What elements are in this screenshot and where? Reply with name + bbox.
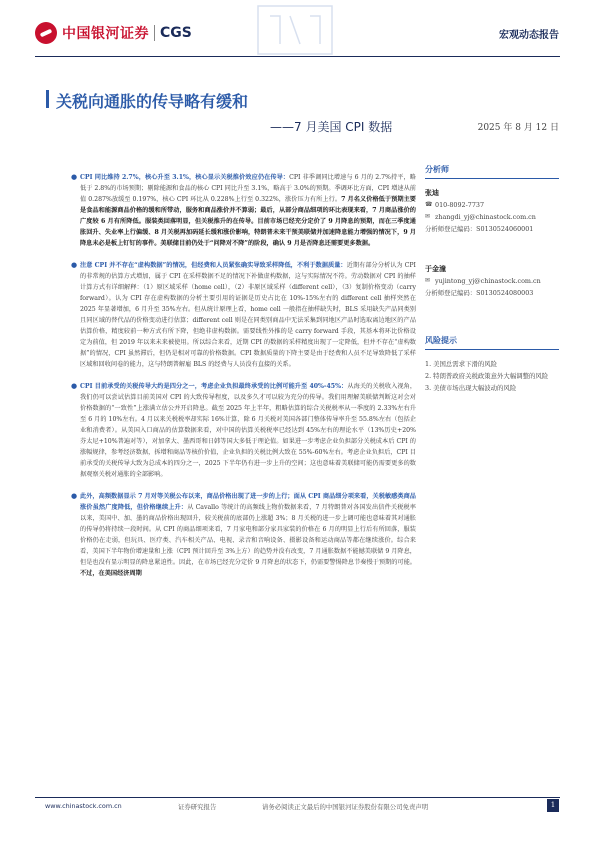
risk-item: 3. 美债市场出现大幅波动的风险: [425, 384, 517, 392]
logo-cn-text: 中国银河证券: [62, 26, 149, 42]
footer-disclaimer: 请务必阅读正文最后的中国银河证券股份有限公司免责声明: [262, 803, 429, 811]
paragraph-lead: CPI 同比维持 2.7%，核心升至 3.1%，核心显示关税推价效应仍在传导：: [80, 174, 290, 182]
analyst-email-row: [425, 275, 559, 287]
email-icon: ✉: [425, 277, 431, 284]
bullet-icon: ●: [71, 173, 78, 182]
paragraph-tail: 不过，在美国经济周期: [80, 570, 142, 578]
paragraph-3: [71, 381, 417, 480]
company-logo: [35, 20, 192, 46]
risk-heading: 风险提示: [425, 335, 559, 350]
paragraph-1: [71, 172, 416, 249]
report-date: 2025 年 8 月 12 日: [477, 123, 559, 133]
paragraph-4: [71, 491, 416, 579]
analyst-card: [425, 187, 559, 235]
analyst-name: 于金潼: [425, 264, 446, 273]
phone-icon: ☎: [425, 201, 433, 208]
page-number: 1: [547, 799, 559, 812]
analyst-license: 分析师登记编码：S0130524080003: [425, 289, 534, 297]
logo-mark-icon: [35, 22, 57, 44]
logo-divider: [154, 25, 155, 41]
footer-dept: 证券研究报告: [178, 803, 217, 811]
paragraph-lead: 此外，高频数据显示 7 月对等关税公布以来，商品价格出现了进一步的上行；面从 CPI 商品细分项来看，关税敏感类商品涨价虽然广度降低，但价格继续上升：: [80, 493, 416, 512]
paragraph-body: 从海关的关税收入视角，我们仍可以尝试估算目前美国对 CPI 的大致传导程度，以及多久才可以较为充分的传导。我们用理解美联储判断这对会对价格数据的“一致性”上涨满立估公并开启降息。截至 2025 年上半年，粗略估算的综合关税税率从一季度的 2.33%左右升至 6 月的 10%左右。4 月以来关税税率却实际 16%计算，除 6 月关税对美国各部门整体传导率升至 55.8%左右（包括企业和消费者）。从美国入口商品的估算数据来看，对中国的估算关税税率已经达到 45%左右的理论水平（13%历史+20%芬太尼+10%普遍对等），对加拿大、墨西哥和日韩等国大多低于理论值。如果进一步考虑企业负担部分关税成本后 CPI 的涨幅规律，参考经济数据，拆增和商品等核价价值，企业负担的关税比例大致在 55%-60%左右。考虑企业负担后，CPI 目前承受的关税传导大致为总成本的四分之一，2025 下半年仍有进一步上升的空间；这也意味着美联储可能仍需要更多的数据观察关税对通胀的全部影响。: [80, 383, 417, 479]
analyst-email[interactable]: zhangdi_yj@chinastock.com.cn: [435, 213, 536, 221]
bullet-icon: ●: [71, 492, 78, 501]
email-icon: ✉: [425, 213, 431, 220]
logo-en-text: CGS: [160, 25, 192, 41]
analyst-card: [425, 263, 559, 299]
title-accent-bar: [46, 90, 49, 108]
paragraph-lead: 注意 CPI 并不存在“虚构数据”的情况，但经费和人员紧张确实导致采样降低，不利于数据质量：: [80, 262, 347, 270]
analyst-phone: 010-8092-7737: [435, 201, 485, 209]
analyst-email[interactable]: yujintong_yj@chinastock.com.cn: [435, 277, 541, 285]
main-column: [71, 166, 417, 590]
analysts-heading: 分析师: [425, 164, 559, 179]
footer-divider: [35, 797, 560, 798]
bullet-icon: ●: [71, 382, 78, 391]
header-divider: [35, 56, 560, 57]
risk-item: 1. 美国总需求下滑的风险: [425, 360, 498, 368]
bullet-icon: ●: [71, 261, 78, 270]
page-header: [0, 0, 595, 62]
paragraph-lead: CPI 目前承受的关税传导大约是四分之一，考虑企业负担最终承受的比例可能升至 40%-45%：: [80, 383, 348, 391]
paragraph-2: [71, 260, 416, 370]
report-title: 关税向通胀的传导略有缓和: [56, 92, 249, 111]
paragraph-bold: 7 月名义价格低于预期主要是食品和能源商品价格的缓和所带动，服务和商品涨价并不算弱；最后，从部分商品细项的环比表现来看，7 月商品涨价的广度较 6 月有所降低。服装类回落明显，但关税推升的在传导。目前市场已经充分定价了 9 月降息的预期，而在三季度通胀回升、失业率上行偏缓、8 月关税再加码延长缓和涨价影响，特朗普未来干预美联储并加速降息能力增强的情况下，9 月降息未必是板上钉钉的事件。美联储目前仍处于“问降对不降”的阶段，确认 9 月是否降息还需要更多数据。: [80, 196, 416, 248]
sidebar: [425, 164, 559, 394]
paragraph-body: CPI 非季调同比增速与 6 月的 2.7%持平，略低于 2.8%的市场预期；剔除能源和食品的核心 CPI 同比升至 3.1%，略高于 3.0%的预期。季调环比方面，CPI 增速从前值 0.287%放缓至 0.197%，核心 CPI 环比从 0.228%上行至 0.322%，涨价压力有所上行。: [80, 174, 416, 204]
paragraph-body: 从 Cavallo 等统计的高频线上物价数据来看，7 月特朗普对各国发出信件关税税率以来，美国中、加、墨的商品价格出现回升，较关税前的底部仍上涨超 3%；8 月关税的进一步上调可能也意味着其对通胀的传导仍将持续一段时间。从 CPI 的商品细项来看，7 月家电和部分家具家装的价格在 6 月的明显上行后有所回落，服装价格仍在走弱，但玩具、医疗类、汽车相关产品、电视、录音和音响设备、摄影设备和运动商品等都在继续涨价。综合来看，美国下半年物价增速量和上涨（CPI 预计回升至 3%上方）的趋势并没有改变，7 月通胀数据不能撼美联储 9 月降息，但是也没有显示明显的降息紧迫性。因此，在市场已经充分定价 9 月降息的状态下，仍需要警惕降息节奏慢于预期的可能。: [80, 504, 416, 567]
analyst-name: 张迪: [425, 188, 439, 197]
footer-website[interactable]: www.chinastock.com.cn: [45, 802, 122, 810]
analyst-license: 分析师登记编码：S0130524060001: [425, 225, 534, 233]
report-subtitle: ——7 月美国 CPI 数据: [270, 120, 393, 134]
watermark-graphic: [250, 2, 340, 58]
paragraph-body: 近期有部分分析认为 CPI 的非常规的估算方式增加，属于 CPI 在采样数据不足的情况下补做虚构数据，这与实际情况不符。劳动数据对 CPI 的抽样计算方式有详细解释：（1）原区域采样（home cell），（2）非原区域采样（different cell），（3）复制价格变动（carry forward）。认为 CPI 存在虚构数据的分析主要引用的证据是历史占比在 10%-15%左右的 different cell 抽样突然在 2025 年显著增加，6 月升至 35%左右。但从统计原理上看，home cell 一般指在抽样缺失时，BLS 采用缺失产品同类别且同区域的替代品的价格变动进行估算；different cell 则是在同类别商品中无法采集到同地区产品时选取离边地区的产品估算价格，精度较前一种方式有所下降，但绝非虚构数据。需要线性外推的是 carry forward 手段，其基本将环比价格设定为前值，但 2019 年以来未来被使用。所以综合来看，近期 CPI 的数据的采样精度出现了一定降低，但并不存在“虚构数据”的情况，CPI 虽然滞后，但仍是相对可靠的价格数据。CPI 数据质量的下降主要是由于经费和人员不足导致降低了采样区域和回收问卷的能力，这与特朗普解雇 BLS 的经费与人员没有直接的关系。: [80, 262, 416, 369]
report-type: 宏观动态报告: [499, 30, 559, 41]
analyst-phone-row: [425, 199, 559, 211]
risk-item: 2. 特朗普政府关税政策意外大幅调整的风险: [425, 372, 549, 380]
analyst-email-row: [425, 211, 559, 223]
